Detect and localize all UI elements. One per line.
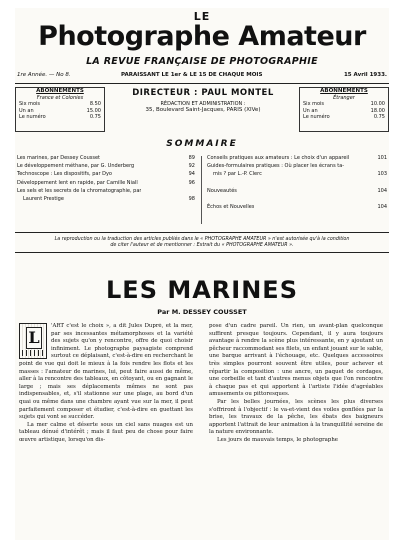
subscription-row: Six mois 8.50 [19,101,101,107]
toc-entry[interactable]: Développement lent en rapide, par Camille Niall 96 [17,179,195,186]
toc-entry[interactable]: Les marines, par Dessey Cousset 89 [17,155,195,161]
subscriptions-france-region: France et Colonies [36,94,84,101]
article-column-1 [19,323,193,535]
header-divider [15,83,389,84]
subscriptions-france-box [15,87,105,132]
toc-right-column [207,154,387,211]
article-byline: Par M. DESSEY COUSSET [157,308,247,316]
director-block [111,88,295,113]
ornamental-dropcap [19,323,47,359]
toc-entry[interactable]: Les sels et les secrets de la chromatographie, par [17,187,142,194]
subscription-row: Le numéro 0.75 [303,114,385,120]
toc-divider [201,156,202,224]
subscription-row: Le numéro 0.75 [19,114,101,120]
article-paragraph: La mer calme et déserte sous un ciel sans nuages est un tableau dénué d'intérêt ; mais il faut peu de chose pour faire œuvre artistique, lorsqu'on dis- [19,421,193,443]
publication-schedule: PARAISSANT LE 1er & LE 15 DE CHAQUE MOIS [121,72,263,78]
reproduction-notice: La reproduction ou la traduction des articles publiés dans le « PHOTOGRAPHE AMATEUR » n'est autorisée qu'à la condition de citer l'auteur et de mentionner : Extrait du « PHOTOGRAPHE AMATEUR ». [54,237,350,248]
subscription-row: Six mois 10.00 [303,101,385,107]
subscriptions-abroad-region: Étranger [333,94,355,101]
subscriptions-france-title: ABONNEMENTS [36,88,84,94]
toc-left-column [17,154,195,203]
article-paragraph: Les jours de mauvais temps, le photographe [217,436,338,443]
toc-entry[interactable]: Nouveautés 104 [207,187,387,194]
sommaire-divider [15,232,389,233]
toc-entry[interactable]: Échos et Nouvelles 104 [207,203,387,210]
issue-number: 1re Année. — No 8. [17,72,71,78]
masthead-subtitle: LA REVUE FRANÇAISE DE PHOTOGRAPHIE [86,56,318,67]
masthead-title: Photographe Amateur [38,21,366,52]
masthead-prefix: LE [193,10,211,23]
notice-divider [15,252,389,253]
article-title: LES MARINES [106,276,298,304]
article-paragraph: 'ART c'est le choix », a dit Jules Dupré, et la mer, par ses incessantes métamorphoses et la variété des sujets qu'on y rencontre, offre de quoi choisir infiniment. Le photographe paysagiste comprend surtout ce déplaisant, c'est-à-dire en recherchant le point de vue qui doit le mieux à la fois rendre les flots et les masses : l'amateur de marines, lui, peut faire aussi de même, aller à la rencontre des tableaux, en côtoyant, ou en gagnant le large ; mais ses déplacements mêmes ne sont pas indispensables, et, s'il stationne sur une plage, au bord d'un quai ou même dans une chambre ayant vue sur la mer, il peut parfaitement composer et étudier, c'est-à-dire en guettant les sujets qui vont se succéder. [19,323,193,421]
toc-entry[interactable]: Guides-formulaires pratiques : Où placer les écrans ta- [207,163,345,170]
editorial-address-label: RÉDACTION ET ADMINISTRATION : [160,101,246,107]
toc-entry[interactable]: Le développement méthane, par G. Underberg 92 [17,163,195,170]
dropcap-ornament [22,350,44,356]
director-name: DIRECTEUR : PAUL MONTEL [132,88,274,98]
sommaire-title: SOMMAIRE [166,139,238,149]
subscriptions-abroad-title: ABONNEMENTS [320,88,368,94]
subscriptions-abroad-box [299,87,389,132]
subscription-row: Un an 18.00 [303,107,385,114]
article-paragraph: Par les belles journées, les scènes les plus diverses s'offriront à l'objectif : le va-et-vient des voiles gonflées par la brise, les travaux de la pêche, les ébats des baigneurs apportent l'attrait de leur animation à la tranquillité sereine de la nature environnante. [209,398,383,436]
dropcap-letter: L [26,327,42,349]
magazine-page [15,8,389,540]
toc-entry[interactable]: mis ? par L.-P. Clerc 103 [213,171,387,178]
issue-date: 15 Avril 1933. [343,72,387,78]
article-paragraph: pose d'un cadre pareil. Un rien, un avant-plan quelconque suffirent presque toujours. Cependant, il y aura toujours avantage à rendre la scène plus intéressante, en y ajoutant un pêcheur raccommodant ses filets, un enfant jouant sur le sable, une barque arrivant à l'échouage, etc. Quelques accessoires très simples pourront souvent être utiles, pour achever et répartir la composition : une ancre, un paquet de cordages, une corbeille et tant d'autres menus objets que l'on rencontre à chaque pas et qui apportent à l'artiste l'idée d'agréables amusements ou pittoresques. [209,323,383,398]
toc-entry[interactable]: Technoscope : Les dispositifs, par Dyo 94 [17,171,195,178]
article-column-2 [209,323,383,535]
subscription-row: Un an 15.00 [19,107,101,114]
toc-entry[interactable]: Conseils pratiques aux amateurs : Le choix d'un appareil 101 [207,155,387,161]
issue-info-line [17,72,387,82]
toc-entry[interactable]: Laurent Prestige 98 [23,196,195,203]
editorial-address: 35, Boulevard Saint-Jacques, PARIS (XIVe) [145,107,261,113]
